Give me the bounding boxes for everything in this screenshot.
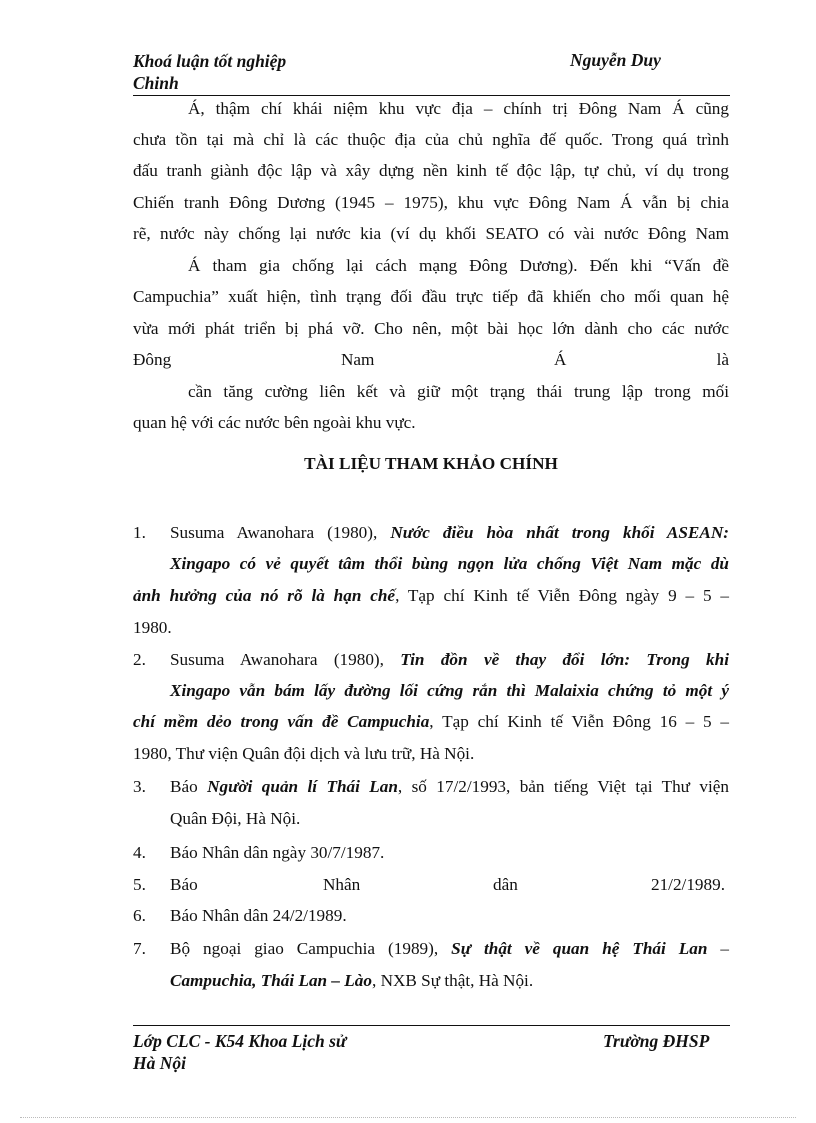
- reference-title: Nước điều hòa nhất trong khối ASEAN:: [390, 523, 729, 542]
- list-item: [133, 905, 729, 927]
- reference-text: Báo Nhân dân ngày 30/7/1987.: [170, 843, 385, 862]
- reference-source: , NXB Sự thật, Hà Nội.: [371, 971, 534, 990]
- reference-word: dân: [493, 875, 518, 894]
- footer-university: Trường ĐHSP: [603, 1031, 710, 1051]
- reference-author: Susuma Awanohara (1980),: [170, 650, 401, 669]
- reference-number: 4.: [133, 843, 146, 862]
- paragraph-line: Chiến tranh Đông Dương (1945 – 1975), khu vực Đông Nam Á vẫn bị chia: [133, 193, 729, 212]
- reference-dash: –: [707, 939, 729, 958]
- reference-source: , Tạp chí Kinh tế Viễn Đông 16 – 5 –: [429, 712, 729, 731]
- list-item: [133, 776, 729, 798]
- page-break-line: [20, 1117, 796, 1118]
- paragraph-line: Á, thậm chí khái niệm khu vực địa – chính trị Đông Nam Á cũng: [188, 99, 729, 118]
- body-text: [133, 98, 729, 448]
- paragraph-line: rẽ, nước này chống lại nước kia (ví dụ khối SEATO có vài nước Đông Nam: [133, 224, 729, 243]
- reference-title: Campuchia, Thái Lan – Lào: [170, 971, 372, 990]
- paragraph-line: Á tham gia chống lại cách mạng Đông Dương). Đến khi “Vấn đề: [188, 256, 729, 275]
- list-item-line: 1980.: [133, 618, 172, 637]
- reference-title: Tin đồn về thay đổi lớn: Trong khi: [400, 650, 729, 669]
- header-author: Nguyễn Duy: [570, 50, 661, 70]
- header-rule: [133, 95, 730, 96]
- reference-list: [133, 522, 729, 1002]
- list-item-line: [133, 680, 729, 702]
- reference-title: Xingapo vẫn bám lấy đường lối cứng rắn thì Malaixia chứng tỏ một ý: [170, 681, 729, 700]
- list-item-line: [133, 808, 729, 830]
- list-item-line: [133, 970, 729, 992]
- paragraph-line: đấu tranh giành độc lập và xây dựng nền kinh tế độc lập, tự chủ, ví dụ trong: [133, 161, 729, 180]
- header-thesis-label: Khoá luận tốt nghiệp: [133, 51, 287, 71]
- reference-source: Quân Đội, Hà Nội.: [170, 809, 301, 828]
- reference-title: Sự thật về quan hệ Thái Lan: [451, 939, 708, 958]
- reference-number: 7.: [133, 939, 146, 958]
- reference-number: 1.: [133, 523, 146, 542]
- reference-line: [170, 938, 729, 960]
- header-author-continued: Chinh: [133, 73, 179, 93]
- spread-word: Á: [554, 350, 567, 369]
- list-item: [133, 522, 729, 544]
- paragraph-line: cần tăng cường liên kết và giữ một trạng thái trung lập trong mối: [188, 382, 729, 401]
- reference-text: Báo Nhân dân 24/2/1989.: [170, 906, 347, 925]
- list-item-line: [133, 585, 729, 607]
- reference-word: Nhân: [323, 875, 361, 894]
- footer-class-label: Lớp CLC - K54 Khoa Lịch sử: [133, 1031, 347, 1051]
- paragraph-line: Campuchia” xuất hiện, tình trạng đối đầu trực tiếp đã khiến cho mối quan hệ: [133, 287, 729, 306]
- list-item: [133, 874, 729, 896]
- reference-number: 5.: [133, 875, 146, 894]
- paragraph-line: quan hệ với các nước bên ngoài khu vực.: [133, 413, 416, 432]
- reference-author: Susuma Awanohara (1980),: [170, 523, 391, 542]
- reference-source: , Tạp chí Kinh tế Viễn Đông ngày 9 – 5 –: [395, 586, 730, 605]
- reference-line: [170, 970, 729, 992]
- reference-title: Xingapo có vẻ quyết tâm thổi bùng ngọn lửa chống Việt Nam mặc dù: [170, 554, 729, 573]
- paragraph-line: vừa mới phát triển bị phá vỡ. Cho nên, một bài học lớn dành cho các nước: [133, 319, 729, 338]
- reference-word: Báo: [170, 875, 198, 894]
- reference-line: [170, 776, 729, 798]
- spread-word: là: [716, 350, 729, 369]
- spread-line: [133, 349, 729, 371]
- reference-number: 6.: [133, 906, 146, 925]
- list-item-line: 1980, Thư viện Quân đội dịch và lưu trữ, Hà Nội.: [133, 744, 475, 763]
- reference-title: Người quản lí Thái Lan: [207, 777, 398, 796]
- reference-source: , số 17/2/1993, bản tiếng Việt tại Thư viện: [397, 777, 729, 796]
- list-item: [133, 842, 729, 864]
- reference-line: [170, 649, 729, 671]
- list-item: [133, 938, 729, 960]
- reference-author: Bộ ngoại giao Campuchia (1989),: [170, 939, 452, 958]
- reference-prefix: Báo: [170, 777, 208, 796]
- section-title: TÀI LIỆU THAM KHẢO CHÍNH: [304, 454, 558, 473]
- spread-word: Đông: [133, 350, 172, 369]
- spread-word: Nam: [341, 350, 375, 369]
- reference-title: chí mềm dẻo trong vấn đề Campuchia: [133, 712, 430, 731]
- reference-word: 21/2/1989.: [650, 875, 725, 894]
- footer-rule: [133, 1025, 730, 1026]
- reference-line: [170, 522, 729, 544]
- paragraph-line: chưa tồn tại mà chỉ là các thuộc địa của chủ nghĩa đế quốc. Trong quá trình: [133, 130, 729, 149]
- reference-number: 2.: [133, 650, 146, 669]
- list-item: [133, 649, 729, 671]
- reference-number: 3.: [133, 777, 146, 796]
- reference-title: ảnh hưởng của nó rõ là hạn chế: [133, 586, 396, 605]
- list-item-line: [133, 553, 729, 575]
- footer-city: Hà Nội: [133, 1053, 186, 1073]
- list-item-line: [133, 711, 729, 733]
